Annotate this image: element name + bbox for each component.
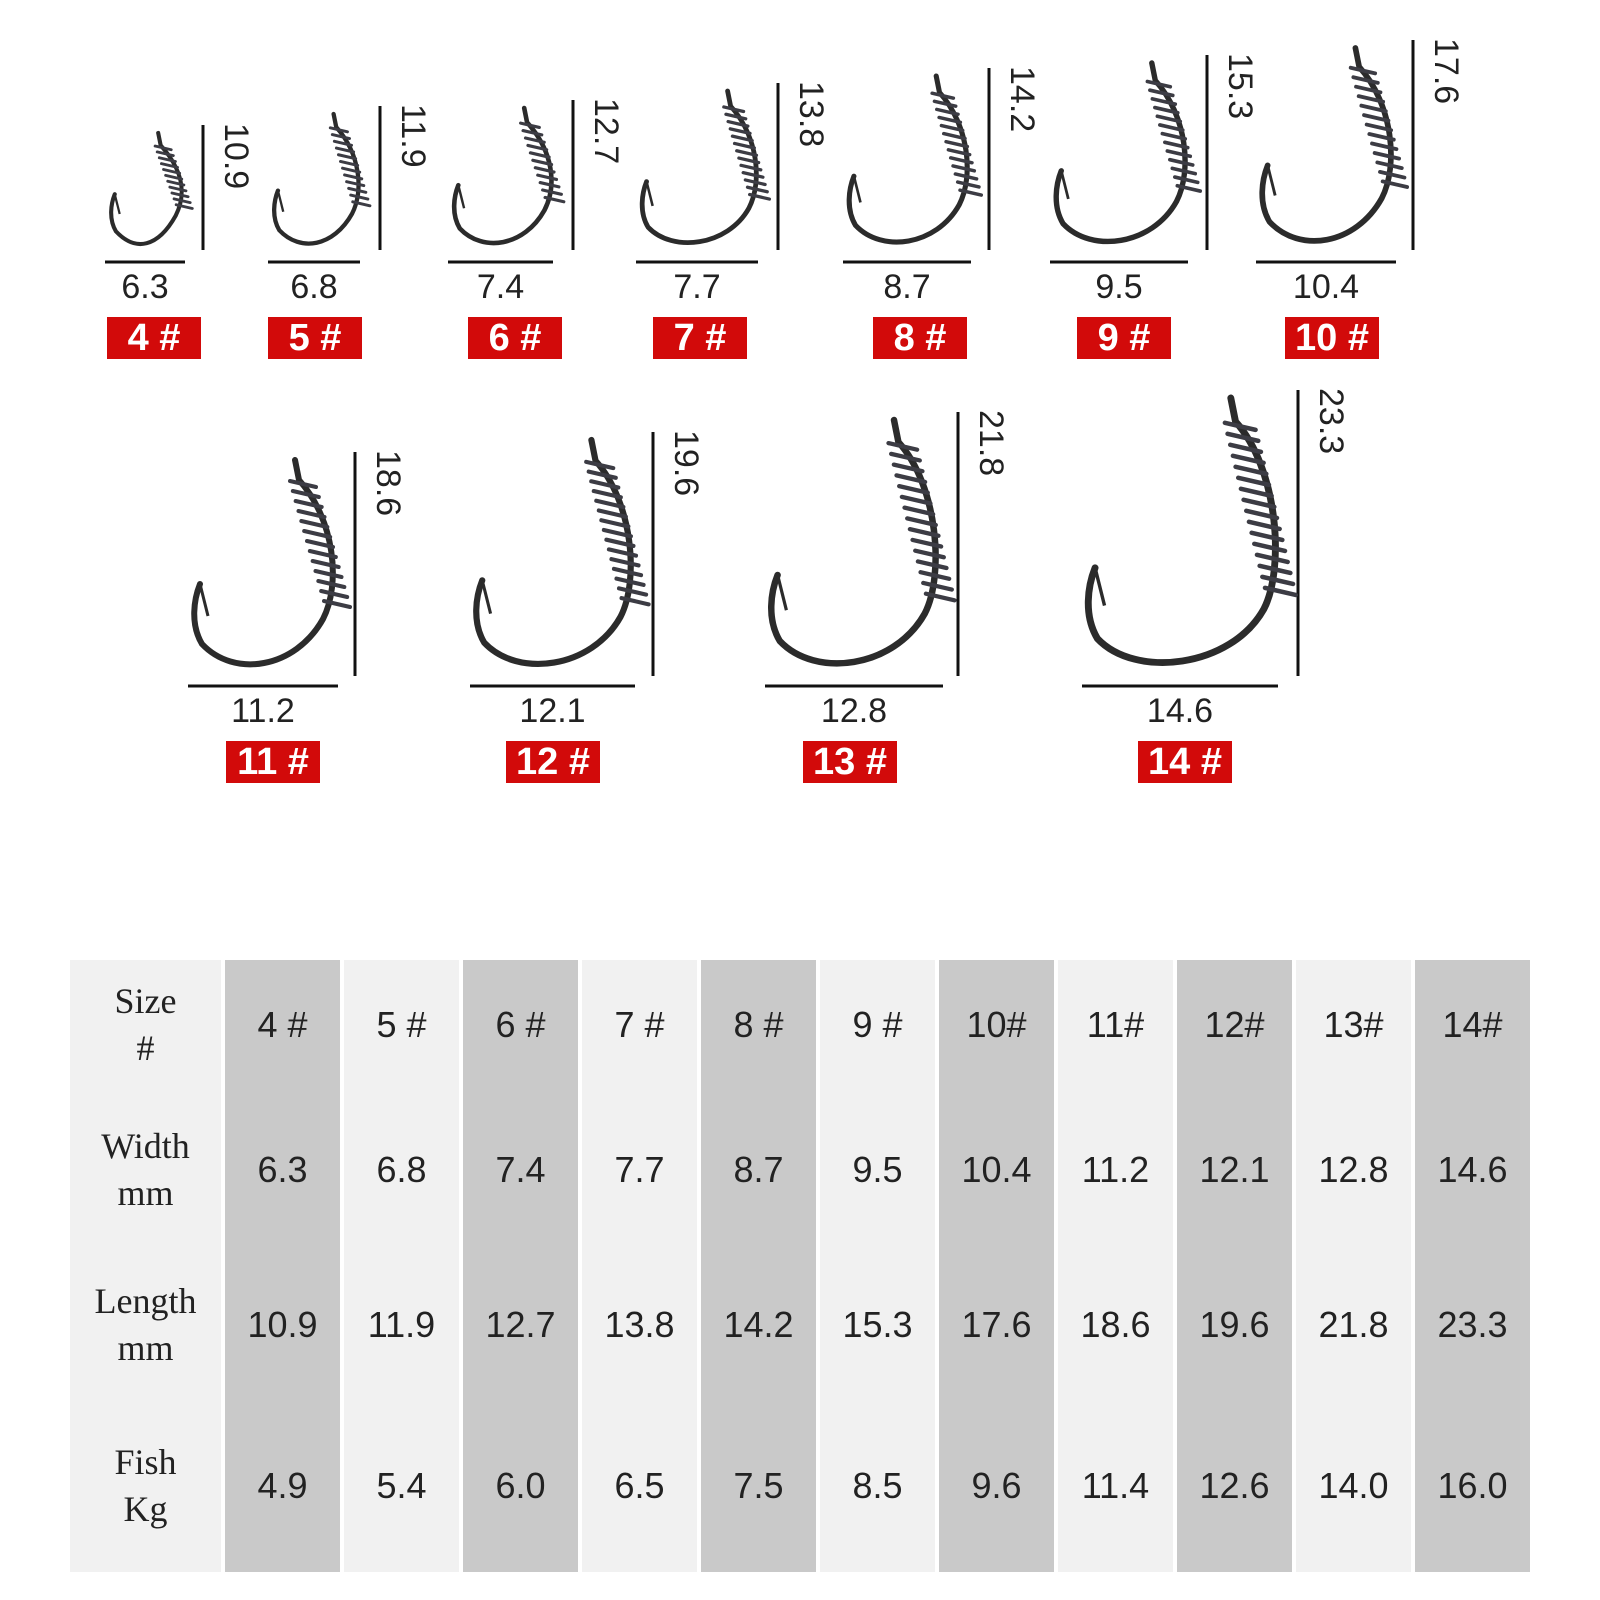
table-cell-fish: 9.6 [971, 1465, 1022, 1506]
header-size [70, 960, 221, 1090]
table-cell-fish: 5.4 [376, 1465, 427, 1506]
width-label: 6.3 [121, 268, 169, 306]
table-column [463, 960, 578, 1572]
table-cell-length: 15.3 [842, 1304, 913, 1345]
length-label: 12.7 [587, 98, 625, 165]
table-cell-length: 10.9 [247, 1304, 318, 1345]
length-label: 10.9 [217, 123, 255, 190]
length-label: 21.8 [972, 410, 1010, 477]
table-cell-width: 12.8 [1318, 1149, 1389, 1190]
table-cell-length: 12.7 [485, 1304, 556, 1345]
size-badge: 6 # [468, 317, 562, 359]
table-cell-fish: 16.0 [1437, 1465, 1508, 1506]
width-label: 9.5 [1095, 268, 1143, 306]
size-badge: 10 # [1285, 317, 1379, 359]
size-badge: 11 # [226, 741, 320, 783]
table-cell-width: 8.7 [733, 1149, 784, 1190]
table-column [1296, 960, 1411, 1572]
table-cell-fish: 14.0 [1318, 1465, 1389, 1506]
size-badge: 4 # [107, 317, 201, 359]
table-column [344, 960, 459, 1572]
hook-icon [194, 460, 350, 664]
size-badge: 8 # [873, 317, 967, 359]
table-column [225, 960, 340, 1572]
width-label: 8.7 [883, 268, 931, 306]
width-label: 11.2 [231, 692, 295, 730]
table-cell-width: 10.4 [961, 1149, 1032, 1190]
length-label: 19.6 [667, 430, 705, 497]
size-badge: 9 # [1077, 317, 1171, 359]
hook-icon [274, 114, 370, 244]
width-label: 7.7 [673, 268, 721, 306]
table-cell-fish: 12.6 [1199, 1465, 1270, 1506]
header-width-unit: mm [117, 1173, 174, 1213]
table-cell-size: 8 # [733, 1004, 784, 1045]
table-cell-length: 23.3 [1437, 1304, 1508, 1345]
header-width [70, 1090, 221, 1250]
table-cell-size: 7 # [614, 1004, 665, 1045]
table-cell-length: 19.6 [1199, 1304, 1270, 1345]
size-badge: 7 # [653, 317, 747, 359]
table-column [1177, 960, 1292, 1572]
table-cell-fish: 6.5 [614, 1465, 665, 1506]
table-cell-width: 6.3 [257, 1149, 308, 1190]
table-cell-size: 12# [1204, 1004, 1265, 1045]
length-label: 17.6 [1427, 38, 1465, 105]
header-length-unit: mm [117, 1328, 174, 1368]
hook-icon [1088, 398, 1295, 663]
length-label: 23.3 [1312, 388, 1350, 455]
width-label: 12.8 [820, 692, 888, 730]
table-cell-fish: 6.0 [495, 1465, 546, 1506]
table-cell-width: 9.5 [852, 1149, 903, 1190]
hook-icon [1056, 63, 1200, 241]
width-label: 6.8 [290, 268, 338, 306]
table-cell-size: 6 # [495, 1004, 546, 1045]
table-cell-fish: 4.9 [257, 1465, 308, 1506]
table-cell-width: 6.8 [376, 1149, 427, 1190]
spec-table [70, 960, 1530, 1572]
table-column [1058, 960, 1173, 1572]
table-cell-size: 10# [966, 1004, 1027, 1045]
header-fish-label: Fish [114, 1442, 177, 1483]
table-cell-length: 21.8 [1318, 1304, 1389, 1345]
header-fish-unit: Kg [123, 1489, 168, 1529]
hook-icon [476, 440, 648, 664]
hook-icon [849, 76, 981, 242]
width-label: 10.4 [1292, 268, 1360, 306]
table-cell-fish: 7.5 [733, 1465, 784, 1506]
table-cell-fish: 11.4 [1081, 1465, 1150, 1506]
table-cell-size: 11# [1086, 1004, 1145, 1045]
table-cell-size: 14# [1442, 1004, 1503, 1045]
size-badge: 14 # [1138, 741, 1232, 783]
hook-icon [642, 91, 769, 243]
table-column [820, 960, 935, 1572]
length-label: 14.2 [1003, 66, 1041, 133]
table-cell-length: 18.6 [1080, 1304, 1151, 1345]
hook-icon [454, 108, 564, 243]
table-column [582, 960, 697, 1572]
table-cell-length: 17.6 [961, 1304, 1032, 1345]
table-cell-length: 13.8 [604, 1304, 675, 1345]
size-badge: 13 # [803, 741, 897, 783]
table-cell-length: 11.9 [367, 1304, 436, 1345]
width-label: 12.1 [519, 692, 586, 730]
length-label: 13.8 [792, 81, 830, 148]
table-cell-width: 7.4 [495, 1149, 546, 1190]
header-size-unit: # [136, 1028, 155, 1068]
table-cell-size: 9 # [852, 1004, 903, 1045]
table-column [939, 960, 1054, 1572]
hook-icon [771, 420, 954, 663]
hook-icon [1262, 48, 1407, 241]
table-cell-size: 5 # [376, 1004, 427, 1045]
table-column [701, 960, 816, 1572]
table-cell-width: 12.1 [1199, 1149, 1270, 1190]
length-label: 11.9 [394, 104, 432, 168]
table-cell-width: 7.7 [614, 1149, 665, 1190]
width-label: 7.4 [476, 268, 525, 306]
length-label: 15.3 [1221, 53, 1259, 120]
header-length-label: Length [94, 1281, 197, 1322]
table-cell-size: 13# [1323, 1004, 1384, 1045]
hook-icon [111, 133, 192, 244]
table-cell-size: 4 # [257, 1004, 308, 1045]
table-cell-width: 11.2 [1081, 1149, 1150, 1190]
table-cell-length: 14.2 [723, 1304, 794, 1345]
header-width-label: Width [101, 1126, 190, 1167]
size-badge: 12 # [506, 741, 600, 783]
header-length [70, 1250, 221, 1400]
table-cell-fish: 8.5 [852, 1465, 903, 1506]
size-badge: 5 # [268, 317, 362, 359]
table-cell-width: 14.6 [1437, 1149, 1508, 1190]
header-fish [70, 1400, 221, 1572]
width-label: 14.6 [1146, 692, 1214, 730]
header-size-label: Size [114, 981, 177, 1022]
length-label: 18.6 [369, 450, 407, 517]
table-row-headers [70, 960, 221, 1572]
table-column [1415, 960, 1530, 1572]
